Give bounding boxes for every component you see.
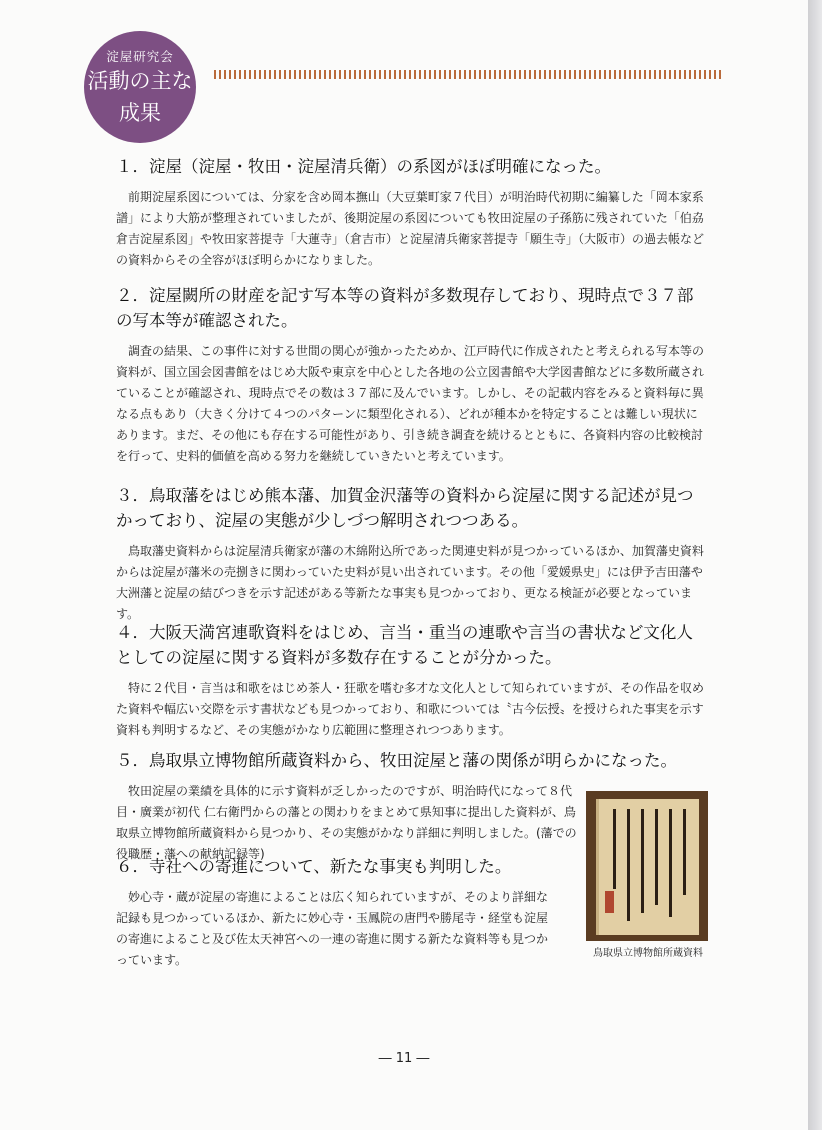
section-body: 調査の結果、この事件に対する世間の関心が強かったためか、江戸時代に作成されたと考えられる写本等の資料が、国立国会図書館をはじめ大阪や東京を中心とした各地の公立図書館や大学図書館などに多数所蔵されていることが確認され、現時点でその数は３７部に及んでいます。しかし、その記載内容をみると資料毎に異なる点もあり（大きく分けて４つのパターンに類型化される）、どれが種本かを特定することは難しい現状にあります。まだ、その他にも存在する可能性があり、引き続き調査を続けるとともに、各資料内容の比較検討を行って、史料的価値を高める努力を継続していきたいと考えています。 xyxy=(116,344,705,463)
section-heading: ３．鳥取藩をはじめ熊本藩、加賀金沢藩等の資料から淀屋に関する記述が見つかっており、淀屋の実態が少しづつ解明されつつある。 xyxy=(116,486,694,530)
section-body: 特に２代目・言当は和歌をはじめ茶人・狂歌を嗜む多才な文化人として知られていますが、その作品を収めた資料や幅広い交際を示す書状なども見つかっており、和歌については〝古今伝授〟を授けられた事実を示す資料も判明するなど、その実態がかなり広範囲に整理されつつあります。 xyxy=(116,681,705,737)
page-edge-shadow xyxy=(808,0,822,1130)
section-heading: ２．淀屋闕所の財産を記す写本等の資料が多数現存しており、現時点で３７部の写本等が確認された。 xyxy=(116,286,694,330)
section-body: 鳥取藩史資料からは淀屋清兵衛家が藩の木綿附込所であった関連史料が見つかっているほか、加賀藩史資料からは淀屋が藩米の売捌きに関わっていた史料が見い出されています。その他「愛媛県史」には伊予吉田藩や大洲藩と淀屋の結びつきを示す記述がある等新たな事実も見つかっており、更なる検証が必要となっています。 xyxy=(116,544,704,621)
achievement-section-4 xyxy=(116,620,708,741)
section-heading: ４．大阪天満宮連歌資料をはじめ、言当・重当の連歌や言当の書状など文化人としての淀屋に関する資料が多数存在することが分かった。 xyxy=(116,623,693,667)
section-badge xyxy=(84,31,196,143)
achievement-section-6 xyxy=(116,854,556,971)
seal-stamp xyxy=(605,891,614,913)
section-body: 牧田淀屋の業績を具体的に示す資料が乏しかったのですが、明治時代になって８代目・廣業が初代 仁右衛門からの藩との関わりをまとめて県知事に提出した資料が、鳥取県立博物館所蔵資料から見つかり、その実態がかなり詳細に判明しました。(藩での役職歴・藩への献納記録等) xyxy=(116,784,577,861)
section-heading: ６．寺社への寄進について、新たな事実も判明した。 xyxy=(116,857,512,876)
badge-title-line1: 活動の主な xyxy=(87,69,193,93)
achievement-section-2 xyxy=(116,283,708,467)
section-heading: ５．鳥取県立博物館所蔵資料から、牧田淀屋と藩の関係が明らかになった。 xyxy=(116,751,677,770)
section-heading: １．淀屋（淀屋・牧田・淀屋清兵衛）の系図がほぼ明確になった。 xyxy=(116,157,611,176)
badge-organization: 淀屋研究会 xyxy=(106,49,174,64)
achievement-section-3 xyxy=(116,483,708,625)
badge-title-line2: 成果 xyxy=(119,101,161,125)
dotted-divider xyxy=(214,70,724,79)
manuscript-image xyxy=(596,799,699,935)
section-body: 妙心寺・蔵が淀屋の寄進によることは広く知られていますが、そのより詳細な記録も見つかっているほか、新たに妙心寺・玉鳳院の唐門や勝尾寺・経堂も淀屋の寄進によること及び佐太天神宮への一連の寄進に関する新たな資料等も見つかっています。 xyxy=(116,890,549,967)
section-body: 前期淀屋系図については、分家を含め岡本撫山（大豆葉町家７代目）が明治時代初期に編纂した「岡本家系譜」により大筋が整理されていましたが、後期淀屋の系図についても牧田淀屋の子孫筋に残されていた「伯劦倉吉淀屋系図」や牧田家菩提寺「大蓮寺」（倉吉市）と淀屋清兵衛家菩提寺「願生寺」（大阪市）の過去帳などの資料からその全容がほぼ明らかになりました。 xyxy=(116,190,705,267)
page-number: ― 11 ― xyxy=(378,1051,430,1066)
historical-document-photo xyxy=(586,791,708,941)
photo-caption: 鳥取県立博物館所蔵資料 xyxy=(593,948,703,959)
achievement-section-1 xyxy=(116,154,708,271)
